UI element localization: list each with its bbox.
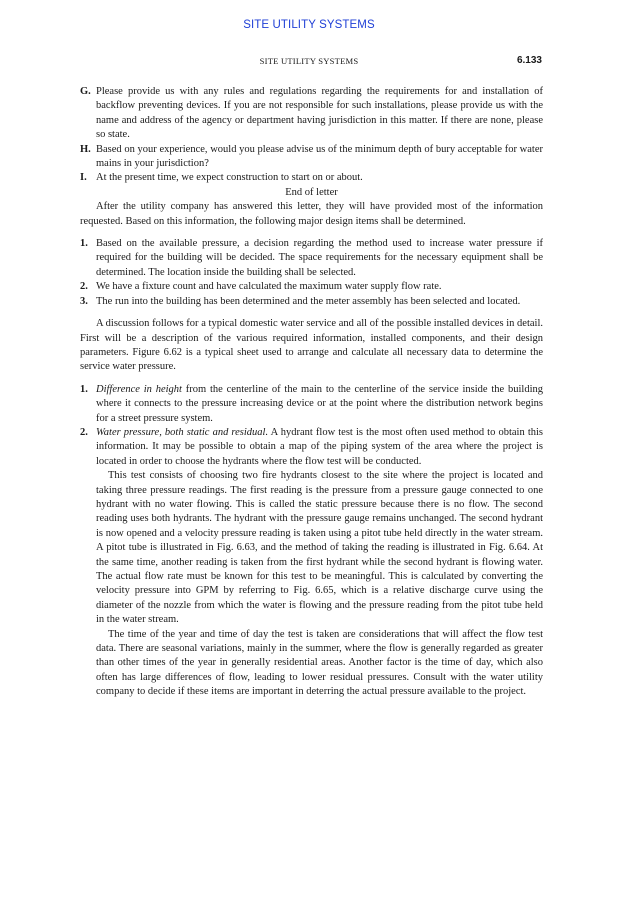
- top-banner: SITE UTILITY SYSTEMS: [243, 19, 375, 31]
- letter-item-i: [80, 171, 543, 185]
- letter-item-g: [80, 85, 543, 143]
- item-emphasis: Difference in height: [96, 383, 182, 395]
- running-title: SITE UTILITY SYSTEMS: [259, 56, 359, 66]
- page-body: [80, 85, 543, 708]
- paragraph: After the utility company has answered this letter, they will have provided most of the information requested. Based on this information, the following major design items shall be determined.: [80, 201, 543, 227]
- item-text: Based on your experience, would you please advise us of the minimum depth of bury acceptable for water mains in your jurisdiction?: [96, 143, 543, 170]
- item-marker: 2.: [80, 281, 88, 293]
- sub-paragraph: This test consists of choosing two fire hydrants closest to the site where the project is located and taking three pressure readings. The first reading is the pressure from a pressure gauge connected to one hydrant with no water flowing. This is called the static pressure because there is no flow. The second reading uses both hydrants. The hydrant with the pressure gauge remains unchanged. The second hydrant is now opened and a velocity pressure reading is taken using a pitot tube held directly in the water stream. A pitot tube is illustrated in Fig. 6.63, and the method of taking the reading is illustrated in Fig. 6.64. At the same time, another reading is taken from the first hydrant while the second hydrant is flowing water. The actual flow rate must be known for this test to be meaningful. This is calculated by converting the velocity pressure into GPM by referring to Fig. 6.65, which is a relative discharge curve using the diameter of the nozzle from which the water is flowing and the pressure reading from the pitot tube held in the water stream.: [96, 470, 543, 626]
- running-head: [0, 56, 618, 70]
- item-text: from the centerline of the main to the centerline of the service inside the building where it connects to the pressure increasing device or at the point where the distribution network begins for a street pressure system.: [96, 383, 543, 424]
- item-text: Please provide us with any rules and regulations regarding the requirements for and installation of backflow preventing devices. If you are not responsible for such installations, please provide us with the name and address of the agency or department having jurisdiction in this matter. If there are none, please so state.: [96, 86, 543, 141]
- paragraph: A discussion follows for a typical domestic water service and all of the possible installed devices in detail. First will be a description of the various required information, installed components, and their design parameters. Figure 6.62 is a typical sheet used to arrange and calculate all necessary data to determine the service water pressure.: [80, 318, 543, 373]
- list-item: [80, 383, 543, 426]
- item-marker: I.: [80, 172, 87, 184]
- list-item: [80, 237, 543, 280]
- service-items-list: [80, 383, 543, 700]
- letter-items: [80, 85, 543, 186]
- item-text: A hydrant flow test is the most often used method to obtain this information. It may be possible to obtain a map of the piping system of the area where the project is located in order to choose the hydrants where the flow test will be conducted.: [96, 426, 543, 467]
- list-item: [80, 295, 543, 309]
- sub-paragraph: The time of the year and time of day the test is taken are considerations that will affect the flow test data. There are seasonal variations, mainly in the summer, where the flow is generally regarded as greater than other times of the year in generally residential areas. Another factor is the time of day, which also often has large differences of flow, leading to lower residual pressures. Consult with the water utility company to decide if these items are important in deterring the actual pressure available to the project.: [96, 628, 543, 698]
- item-marker: 3.: [80, 295, 88, 307]
- item-emphasis: Water pressure, both static and residual.: [96, 426, 269, 438]
- item-text: We have a fixture count and have calculated the maximum water supply flow rate.: [96, 281, 442, 293]
- list-item: [80, 426, 543, 700]
- item-text: The run into the building has been determined and the meter assembly has been selected and located.: [96, 295, 521, 307]
- item-marker: 1.: [80, 383, 88, 395]
- design-items-list: [80, 237, 543, 309]
- item-marker: G.: [80, 86, 91, 97]
- item-text: Based on the available pressure, a decision regarding the method used to increase water pressure if required for the building will be decided. The space requirements for the necessary equipment shall be determined. The location inside the building shall be selected.: [96, 238, 543, 278]
- letter-item-h: [80, 143, 543, 172]
- item-marker: 1.: [80, 238, 88, 250]
- item-marker: H.: [80, 143, 91, 155]
- item-text: At the present time, we expect construction to start on or about.: [96, 172, 363, 184]
- page-number: 6.133: [516, 55, 542, 66]
- item-marker: 2.: [80, 426, 88, 438]
- end-of-letter: End of letter: [285, 186, 338, 198]
- list-item: [80, 280, 543, 294]
